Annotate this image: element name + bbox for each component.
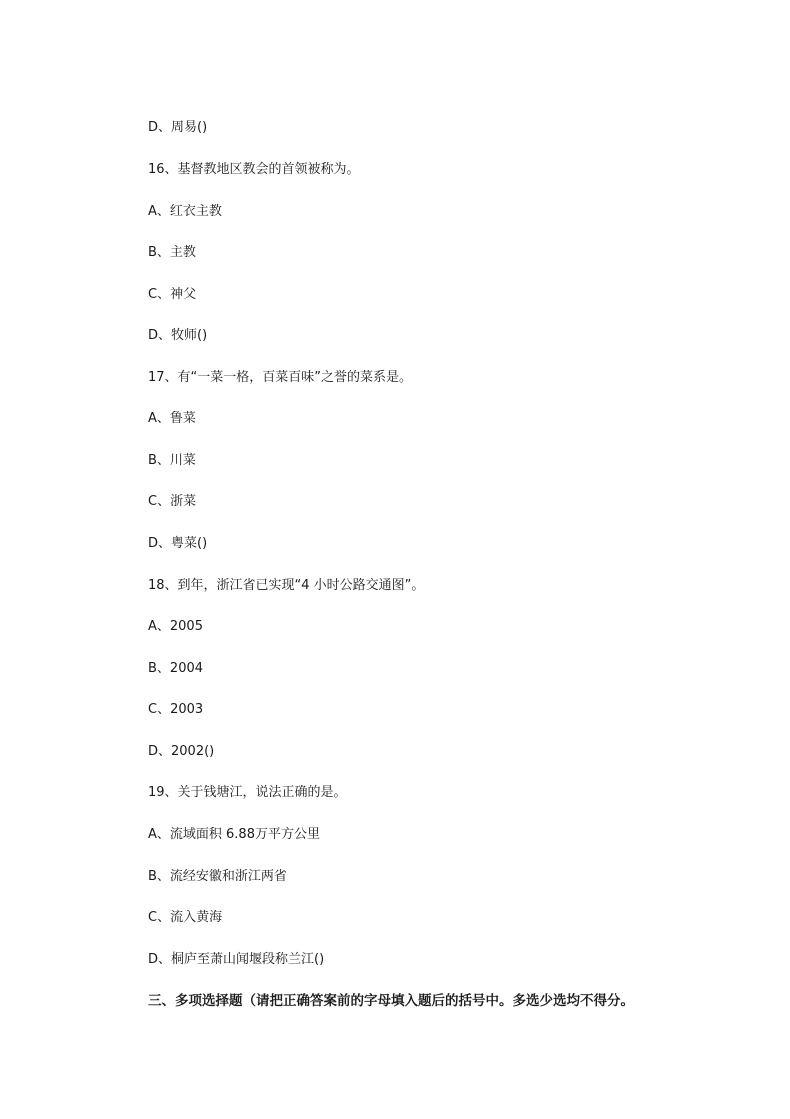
question-19: 19、关于钱塘江，说法正确的是。 [148,785,347,800]
option-16-a: A、红衣主教 [148,204,222,219]
option-19-b: B、流经安徽和浙江两省 [148,869,287,884]
option-19-d: D、桐庐至萧山闻堰段称兰江() [148,952,325,967]
option-16-d: D、牧师() [148,328,208,343]
option-15-d: D、周易() [148,120,208,135]
option-16-c: C、神父 [148,287,197,302]
option-19-a: A、流域面积 6.88万平方公里 [148,827,320,842]
option-16-b: B、主教 [148,245,196,260]
question-18: 18、到年，浙江省已实现“4 小时公路交通图”。 [148,578,425,593]
option-17-b: B、川菜 [148,453,196,468]
option-19-c: C、流入黄海 [148,910,223,925]
option-18-d: D、2002() [148,744,215,759]
option-18-c: C、2003 [148,702,204,717]
question-16: 16、基督教地区教会的首领被称为。 [148,162,360,177]
question-17: 17、有“一菜一格，百菜百味”之誉的菜系是。 [148,370,413,385]
option-18-b: B、2004 [148,661,204,676]
option-17-c: C、浙菜 [148,494,197,509]
option-17-d: D、粤菜() [148,536,208,551]
option-18-a: A、2005 [148,619,203,634]
option-17-a: A、鲁菜 [148,411,196,426]
section-heading: 三、多项选择题（请把正确答案前的字母填入题后的括号中。多选少选均不得分。 [148,993,634,1009]
